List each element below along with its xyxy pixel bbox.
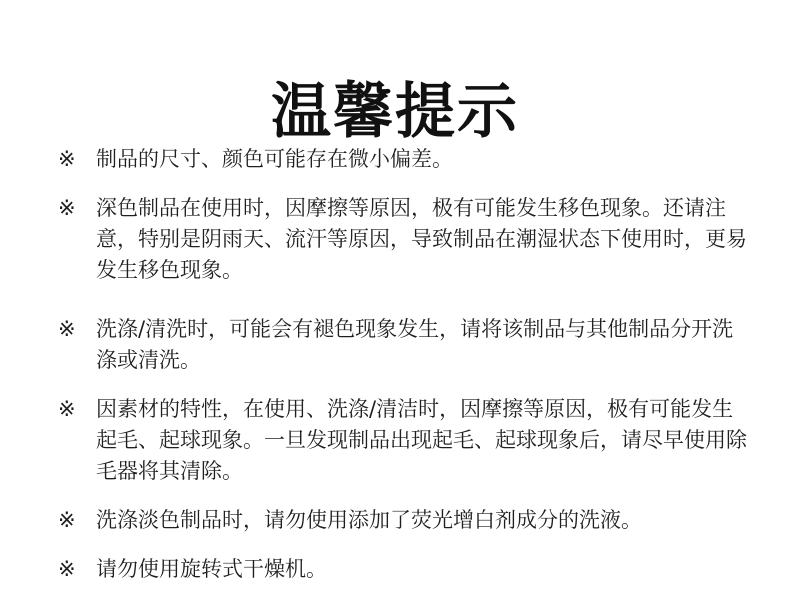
reference-mark-icon: ※ xyxy=(58,557,76,581)
notice-text: 制品的尺寸、颜色可能存在微小偏差。 xyxy=(96,147,453,171)
reference-mark-icon: ※ xyxy=(58,397,76,421)
notice-item xyxy=(58,505,748,536)
notice-item xyxy=(58,394,748,487)
reference-mark-icon: ※ xyxy=(58,147,76,171)
reference-mark-icon: ※ xyxy=(58,196,76,220)
notice-text: 深色制品在使用时，因摩擦等原因，极有可能发生移色现象。还请注意，特别是阴雨天、流汗等原因，导致制品在潮湿状态下使用时，更易发生移色现象。 xyxy=(96,196,747,282)
notice-list xyxy=(58,144,748,585)
notice-text: 请勿使用旋转式干燥机。 xyxy=(96,557,327,581)
notice-item xyxy=(58,314,748,376)
notice-text: 因素材的特性，在使用、洗涤/清洁时，因摩擦等原因，极有可能发生起毛、起球现象。一旦发现制品出现起毛、起球现象后，请尽早使用除毛器将其清除。 xyxy=(96,397,747,483)
reference-mark-icon: ※ xyxy=(58,317,76,341)
notice-text: 洗涤淡色制品时，请勿使用添加了荧光增白剂成分的洗液。 xyxy=(96,508,642,532)
notice-item xyxy=(58,144,748,175)
notice-text: 洗涤/清洗时，可能会有褪色现象发生，请将该制品与其他制品分开洗涤或清洗。 xyxy=(96,317,734,372)
reference-mark-icon: ※ xyxy=(58,508,76,532)
notice-item xyxy=(58,554,748,585)
notice-item xyxy=(58,193,748,286)
page-title: 温馨提示 xyxy=(271,77,519,148)
